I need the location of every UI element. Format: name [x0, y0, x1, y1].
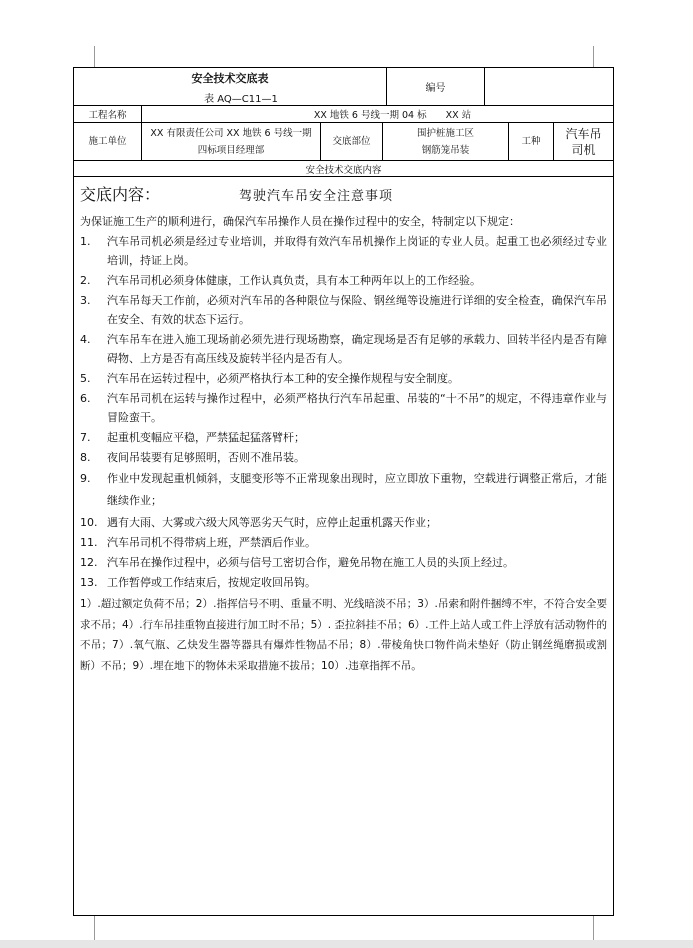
list-item	[80, 468, 607, 512]
safety-briefing-form	[73, 67, 614, 916]
form-code: 表 AQ—C11—1	[204, 94, 278, 105]
item-number: 11.	[80, 536, 98, 549]
item-number: 5.	[80, 372, 91, 385]
item-number: 8.	[80, 451, 91, 464]
project-label: 工程名称	[74, 106, 142, 122]
number-label: 编号	[387, 68, 485, 105]
list-item	[80, 448, 607, 467]
heading-topic: 驾驶汽车吊安全注意事项	[239, 189, 394, 204]
list-item	[80, 330, 607, 368]
ten-no-lift-rules: 1）.超过额定负荷不吊；2）.指挥信号不明、重量不明、光线暗淡不吊；3）.吊索和附件捆缚不牢，不符合安全要求不吊；4）.行车吊挂重物直接进行加工时不吊；5）. 歪拉斜挂不吊；6）.工件上站人或工件上浮放有活动物件的不吊；7）.氧气瓶、乙炔发生器等器具有爆炸性物品不吊；8）.带棱角快口物件尚未垫好（防止钢丝绳磨损或割断）不吊；9）.埋在地下的物体未采取措施不拔吊；10）.违章指挥不吊。	[80, 598, 607, 672]
content-section-title: 安全技术交底内容	[74, 161, 613, 177]
unit-label: 施工单位	[74, 123, 142, 160]
content-heading	[80, 182, 607, 208]
trade-value-line1: 汽车吊	[565, 126, 602, 141]
trade-label: 工种	[509, 123, 554, 160]
part-value-line2: 钢筋笼吊装	[421, 144, 470, 156]
crop-mark-bottom-left	[94, 916, 95, 940]
item-number: 7.	[80, 431, 91, 444]
item-text: 遇有大雨、大雾或六级大风等恶劣天气时，应停止起重机露天作业；	[107, 516, 437, 529]
trade-value-line2: 司机	[571, 142, 596, 157]
rule-list	[80, 232, 607, 592]
item-text: 汽车吊在运转过程中，必须严格执行本工种的安全操作规程与安全制度。	[107, 372, 459, 385]
form-title: 安全技术交底表	[191, 72, 269, 85]
unit-value-line2: 四标项目经理部	[197, 144, 265, 156]
list-item	[80, 428, 607, 447]
item-number: 1.	[80, 235, 91, 248]
title-cell	[74, 68, 387, 105]
item-text: 汽车吊在操作过程中，必须与信号工密切合作，避免吊物在施工人员的头顶上经过。	[107, 556, 514, 569]
item-text: 起重机变幅应平稳，严禁猛起猛落臂杆；	[107, 431, 305, 444]
item-text: 汽车吊司机在运转与操作过程中，必须严格执行汽车吊起重、吊装的“十不吊”的规定，不得违章作业与冒险蛮干。	[107, 392, 607, 424]
crop-mark-bottom-right	[593, 916, 594, 940]
item-number: 3.	[80, 294, 91, 307]
item-text: 作业中发现起重机倾斜，支腿变形等不正常现象出现时，应立即放下重物，空载进行调整正常后，才能继续作业；	[107, 472, 607, 507]
item-number: 12.	[80, 556, 98, 569]
list-item	[80, 232, 607, 270]
content-body	[74, 177, 613, 676]
item-number: 13.	[80, 576, 98, 589]
item-text: 工作暂停或工作结束后，按规定收回吊钩。	[107, 576, 316, 589]
project-row	[74, 106, 613, 123]
unit-value	[142, 123, 321, 160]
crop-mark-top-right	[593, 46, 594, 67]
list-item	[80, 291, 607, 329]
list-item	[80, 369, 607, 388]
item-number: 10.	[80, 516, 98, 529]
part-value	[383, 123, 509, 160]
item-number: 4.	[80, 333, 91, 346]
item-number: 2.	[80, 274, 91, 287]
list-item	[80, 533, 607, 552]
list-item	[80, 271, 607, 290]
list-item	[80, 553, 607, 572]
part-value-line1: 围护桩施工区	[416, 127, 474, 139]
unit-row	[74, 123, 613, 161]
unit-value-line1: XX 有限责任公司 XX 地铁 6 号线一期	[150, 127, 312, 139]
project-value: XX 地铁 6 号线一期 04 标 XX 站	[313, 110, 472, 121]
crop-mark-top-left	[94, 46, 95, 67]
item-text: 汽车吊司机必须身体健康，工作认真负责，具有本工种两年以上的工作经验。	[107, 274, 481, 287]
item-text: 夜间吊装要有足够照明，否则不准吊装。	[107, 451, 305, 464]
item-text: 汽车吊每天工作前，必须对汽车吊的各种限位与保险、钢丝绳等设施进行详细的安全检查，确保汽车吊在安全、有效的状态下运行。	[107, 294, 607, 326]
part-label: 交底部位	[321, 123, 383, 160]
list-item	[80, 573, 607, 592]
item-text: 汽车吊司机不得带病上班，严禁酒后作业。	[107, 536, 316, 549]
item-text: 汽车吊车在进入施工现场前必须先进行现场勘察，确定现场是否有足够的承载力、回转半径内是否有障碍物、上方是否有高压线及旋转半径内是否有人。	[107, 333, 607, 365]
list-item	[80, 513, 607, 532]
item-text: 汽车吊司机必须是经过专业培训，并取得有效汽车吊机操作上岗证的专业人员。起重工也必须经过专业培训，持证上岗。	[107, 235, 607, 267]
trade-value	[554, 123, 613, 160]
list-item	[80, 389, 607, 427]
number-value	[485, 68, 613, 105]
intro-text: 为保证施工生产的顺利进行，确保汽车吊操作人员在操作过程中的安全，特制定以下规定：	[80, 215, 520, 228]
form-header	[74, 68, 613, 106]
bottom-scroll-area	[0, 940, 693, 948]
item-number: 6.	[80, 392, 91, 405]
heading-label: 交底内容：	[80, 185, 161, 204]
item-number: 9.	[80, 472, 91, 485]
